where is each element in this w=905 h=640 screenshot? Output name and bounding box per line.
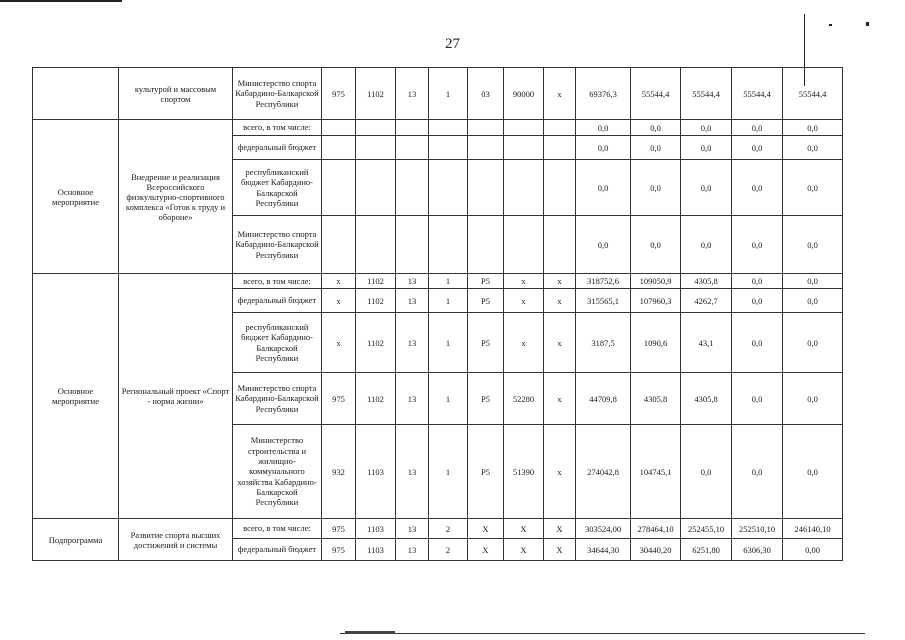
source-cell: федеральный бюджет (233, 289, 322, 313)
table-row (33, 120, 843, 136)
code-cell: х (544, 274, 576, 289)
code-cell: 975 (322, 519, 356, 539)
name-cell: Развитие спорта высших достижений и системы (119, 519, 233, 561)
code-cell: 13 (396, 373, 429, 425)
code-cell: 1102 (356, 289, 396, 313)
value-cell: 6251,80 (681, 539, 732, 561)
value-cell: 318752,6 (576, 274, 631, 289)
code-cell: Х (544, 539, 576, 561)
source-cell: Министерство спорта Кабардино-Балкарской Республики (233, 373, 322, 425)
code-cell: 1102 (356, 373, 396, 425)
source-cell: всего, в том числе: (233, 274, 322, 289)
value-cell: 107960,3 (631, 289, 681, 313)
value-cell: 3187,5 (576, 313, 631, 373)
code-cell: х (322, 289, 356, 313)
value-cell: 34644,30 (576, 539, 631, 561)
value-cell: 0,0 (783, 373, 843, 425)
code-cell: х (544, 373, 576, 425)
code-cell (322, 136, 356, 160)
bottom-rule (340, 633, 865, 634)
value-cell: 0,00 (783, 539, 843, 561)
code-cell: х (504, 274, 544, 289)
source-cell: республиканский бюджет Кабардино-Балкарской Республики (233, 160, 322, 216)
source-cell: Министерство спорта Кабардино-Балкарской Республики (233, 68, 322, 120)
code-cell (468, 160, 504, 216)
value-cell: 0,0 (783, 136, 843, 160)
code-cell (396, 136, 429, 160)
budget-table (32, 67, 843, 561)
value-cell: 0,0 (783, 425, 843, 519)
table-row (33, 274, 843, 289)
value-cell: 0,0 (681, 216, 732, 274)
value-cell: 0,0 (783, 216, 843, 274)
code-cell: Р5 (468, 313, 504, 373)
code-cell: 13 (396, 274, 429, 289)
status-cell: Основное мероприятие (33, 274, 119, 519)
name-cell: Внедрение и реализация Всероссийского физкультурно-спортивного комплекса «Готов к труду и обороне» (119, 120, 233, 274)
code-cell: х (504, 313, 544, 373)
source-cell: всего, в том числе: (233, 120, 322, 136)
value-cell: 69376,3 (576, 68, 631, 120)
value-cell: 315565,1 (576, 289, 631, 313)
code-cell: Р5 (468, 289, 504, 313)
value-cell: 30440,20 (631, 539, 681, 561)
code-cell: х (504, 289, 544, 313)
code-cell: 1103 (356, 539, 396, 561)
code-cell (396, 120, 429, 136)
code-cell: 13 (396, 539, 429, 561)
page-number: 27 (445, 36, 460, 52)
code-cell (544, 216, 576, 274)
source-cell: республиканский бюджет Кабардино-Балкарской Республики (233, 313, 322, 373)
code-cell: Х (468, 519, 504, 539)
code-cell: 1 (429, 289, 468, 313)
status-cell: Основное мероприятие (33, 120, 119, 274)
code-cell: х (544, 313, 576, 373)
code-cell: Р5 (468, 274, 504, 289)
code-cell (504, 216, 544, 274)
code-cell: 13 (396, 68, 429, 120)
code-cell: 1103 (356, 425, 396, 519)
status-cell: Подпрограмма (33, 519, 119, 561)
value-cell: 0,0 (681, 120, 732, 136)
code-cell: 13 (396, 313, 429, 373)
value-cell: 278464,10 (631, 519, 681, 539)
scan-mark-top-left (0, 0, 122, 2)
code-cell: 975 (322, 373, 356, 425)
code-cell (356, 160, 396, 216)
value-cell: 274042,8 (576, 425, 631, 519)
value-cell: 0,0 (732, 289, 783, 313)
code-cell: 1102 (356, 274, 396, 289)
value-cell: 0,0 (631, 120, 681, 136)
code-cell: 90000 (504, 68, 544, 120)
value-cell: 55544,4 (631, 68, 681, 120)
code-cell: Х (468, 539, 504, 561)
code-cell (322, 120, 356, 136)
source-cell: федеральный бюджет (233, 539, 322, 561)
value-cell: 0,0 (732, 373, 783, 425)
code-cell (544, 136, 576, 160)
code-cell (429, 216, 468, 274)
value-cell: 0,0 (732, 136, 783, 160)
source-cell: Министерство строительства и жилищно-коммунального хозяйства Кабардино-Балкарской Республики (233, 425, 322, 519)
code-cell: 2 (429, 519, 468, 539)
value-cell: 55544,4 (681, 68, 732, 120)
code-cell: Р5 (468, 373, 504, 425)
code-cell: 975 (322, 68, 356, 120)
code-cell (504, 160, 544, 216)
value-cell: 0,0 (681, 160, 732, 216)
value-cell: 1090,6 (631, 313, 681, 373)
code-cell: 1 (429, 68, 468, 120)
value-cell: 109050,9 (631, 274, 681, 289)
value-cell: 0,0 (576, 160, 631, 216)
code-cell: 13 (396, 519, 429, 539)
value-cell: 0,0 (783, 120, 843, 136)
value-cell: 0,0 (783, 160, 843, 216)
code-cell: 13 (396, 425, 429, 519)
code-cell: 13 (396, 289, 429, 313)
code-cell: х (544, 68, 576, 120)
code-cell (468, 120, 504, 136)
value-cell: 4305,8 (631, 373, 681, 425)
code-cell (396, 160, 429, 216)
value-cell: 0,0 (631, 136, 681, 160)
source-cell: федеральный бюджет (233, 136, 322, 160)
code-cell (429, 160, 468, 216)
code-cell: 1 (429, 274, 468, 289)
value-cell: 0,0 (681, 425, 732, 519)
value-cell: 0,0 (732, 274, 783, 289)
value-cell: 0,0 (631, 160, 681, 216)
code-cell: 1102 (356, 68, 396, 120)
code-cell: 975 (322, 539, 356, 561)
code-cell (468, 136, 504, 160)
code-cell (356, 120, 396, 136)
code-cell: Р5 (468, 425, 504, 519)
value-cell: 0,0 (681, 136, 732, 160)
code-cell (356, 136, 396, 160)
code-cell (396, 216, 429, 274)
value-cell: 0,0 (783, 313, 843, 373)
code-cell: 52280 (504, 373, 544, 425)
code-cell (468, 216, 504, 274)
value-cell: 0,0 (783, 274, 843, 289)
source-cell: Министерство спорта Кабардино-Балкарской Республики (233, 216, 322, 274)
value-cell: 0,0 (732, 313, 783, 373)
code-cell: х (544, 425, 576, 519)
value-cell: 0,0 (576, 216, 631, 274)
code-cell: х (322, 313, 356, 373)
table-row (33, 68, 843, 120)
name-cell: культурой и массовым спортом (119, 68, 233, 120)
source-cell: всего, в том числе: (233, 519, 322, 539)
code-cell: Х (544, 519, 576, 539)
code-cell: х (322, 274, 356, 289)
value-cell: 252510,10 (732, 519, 783, 539)
value-cell: 303524,00 (576, 519, 631, 539)
value-cell: 6306,30 (732, 539, 783, 561)
code-cell: х (544, 289, 576, 313)
value-cell: 4305,8 (681, 373, 732, 425)
code-cell: 2 (429, 539, 468, 561)
status-cell (33, 68, 119, 120)
value-cell: 4262,7 (681, 289, 732, 313)
code-cell (504, 136, 544, 160)
value-cell: 55544,4 (732, 68, 783, 120)
scan-dot-2 (866, 22, 869, 26)
code-cell (544, 120, 576, 136)
value-cell: 43,1 (681, 313, 732, 373)
value-cell: 55544,4 (783, 68, 843, 120)
table-row (33, 519, 843, 539)
value-cell: 252455,10 (681, 519, 732, 539)
code-cell (322, 216, 356, 274)
code-cell: Х (504, 519, 544, 539)
code-cell (504, 120, 544, 136)
name-cell: Региональный проект «Спорт - норма жизни» (119, 274, 233, 519)
code-cell (429, 136, 468, 160)
code-cell: 1 (429, 313, 468, 373)
value-cell: 0,0 (732, 425, 783, 519)
code-cell: 932 (322, 425, 356, 519)
code-cell: Х (504, 539, 544, 561)
value-cell: 0,0 (631, 216, 681, 274)
value-cell: 104745,1 (631, 425, 681, 519)
code-cell: 51390 (504, 425, 544, 519)
code-cell: 1 (429, 425, 468, 519)
value-cell: 0,0 (576, 136, 631, 160)
value-cell: 0,0 (576, 120, 631, 136)
value-cell: 0,0 (783, 289, 843, 313)
code-cell: 1 (429, 373, 468, 425)
bottom-rule-mark (345, 631, 395, 634)
code-cell (322, 160, 356, 216)
value-cell: 0,0 (732, 216, 783, 274)
value-cell: 4305,8 (681, 274, 732, 289)
code-cell (429, 120, 468, 136)
scan-dot-1 (829, 24, 832, 26)
value-cell: 0,0 (732, 120, 783, 136)
value-cell: 0,0 (732, 160, 783, 216)
code-cell: 1103 (356, 519, 396, 539)
code-cell (544, 160, 576, 216)
value-cell: 44709,8 (576, 373, 631, 425)
value-cell: 246140,10 (783, 519, 843, 539)
code-cell: 1102 (356, 313, 396, 373)
code-cell: 03 (468, 68, 504, 120)
code-cell (356, 216, 396, 274)
